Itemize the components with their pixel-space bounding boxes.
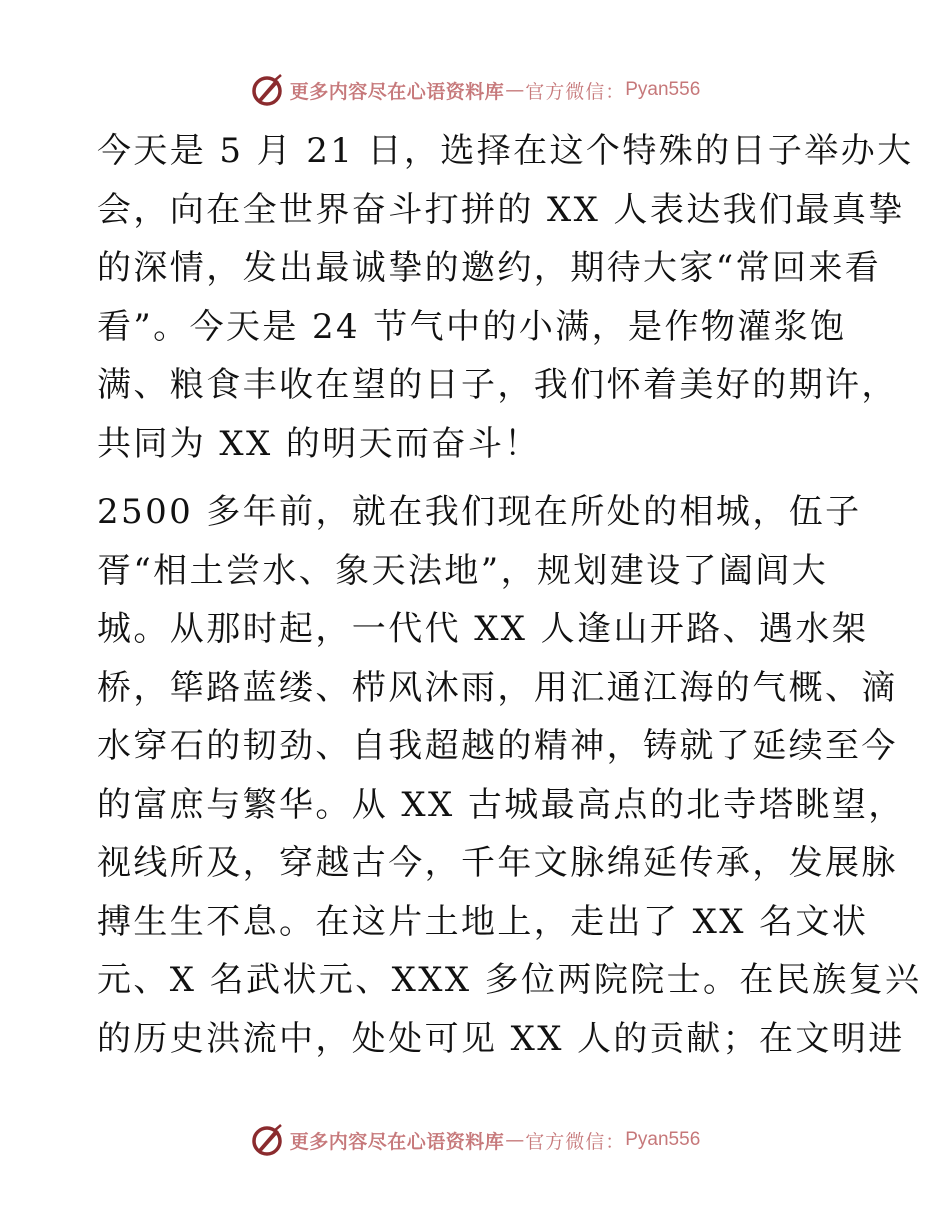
footer-contact-label: 官方微信： <box>525 1130 626 1153</box>
text-line: 共同为 XX 的明天而奋斗！ <box>97 423 541 464</box>
text-line: 的富庶与繁华。从 XX 古城最高点的北寺塔眺望， <box>97 784 905 825</box>
footer-watermark <box>0 1120 950 1160</box>
paragraph-1 <box>97 122 914 473</box>
text-line: 的深情，发出最诚挚的邀约，期待大家“常回来看 <box>97 248 882 288</box>
text-line: 会，向在全世界奋斗打拼的 XX 人表达我们最真挚 <box>97 189 905 230</box>
text-line: 的历史洪流中，处处可见 XX 人的贡献；在文明进 <box>97 1018 905 1059</box>
header-wechat-id: Pyan556 <box>625 79 701 100</box>
text-line: 元、X 名武状元、XXX 多位两院院士。在民族复兴 <box>97 960 922 1000</box>
footer-wechat-id: Pyan556 <box>625 1129 701 1150</box>
quill-logo-icon <box>250 1123 284 1157</box>
document-body <box>97 122 922 1068</box>
text-line: 看”。今天是 24 节气中的小满，是作物灌浆饱 <box>97 306 847 347</box>
text-line: 2500 多年前，就在我们现在所处的相城，伍子 <box>97 492 862 532</box>
text-line: 胥“相土尝水、象天法地”，规划建设了阖闾大 <box>97 550 829 591</box>
text-line: 视线所及，穿越古今，千年文脉绵延传承，发展脉 <box>97 843 898 883</box>
footer-site-text: 更多内容尽在心语资料库 <box>289 1130 505 1153</box>
header-separator: — <box>505 79 525 101</box>
text-line: 满、粮食丰收在望的日子，我们怀着美好的期许， <box>97 365 898 405</box>
text-line: 水穿石的韧劲、自我超越的精神，铸就了延续至今 <box>97 726 898 766</box>
text-line: 桥，筚路蓝缕、栉风沐雨，用汇通江海的气概、滴 <box>97 667 898 708</box>
footer-separator: — <box>505 1129 525 1151</box>
quill-logo-icon <box>250 73 284 107</box>
header-watermark <box>0 70 950 110</box>
paragraph-2 <box>97 483 922 1068</box>
text-line: 城。从那时起，一代代 XX 人逢山开路、遇水架 <box>97 609 869 649</box>
header-site-text: 更多内容尽在心语资料库 <box>289 80 505 103</box>
header-contact-label: 官方微信： <box>525 80 626 103</box>
text-line: 今天是 5 月 21 日，选择在这个特殊的日子举办大 <box>97 131 914 171</box>
text-line: 搏生生不息。在这片土地上，走出了 XX 名文状 <box>97 901 869 942</box>
